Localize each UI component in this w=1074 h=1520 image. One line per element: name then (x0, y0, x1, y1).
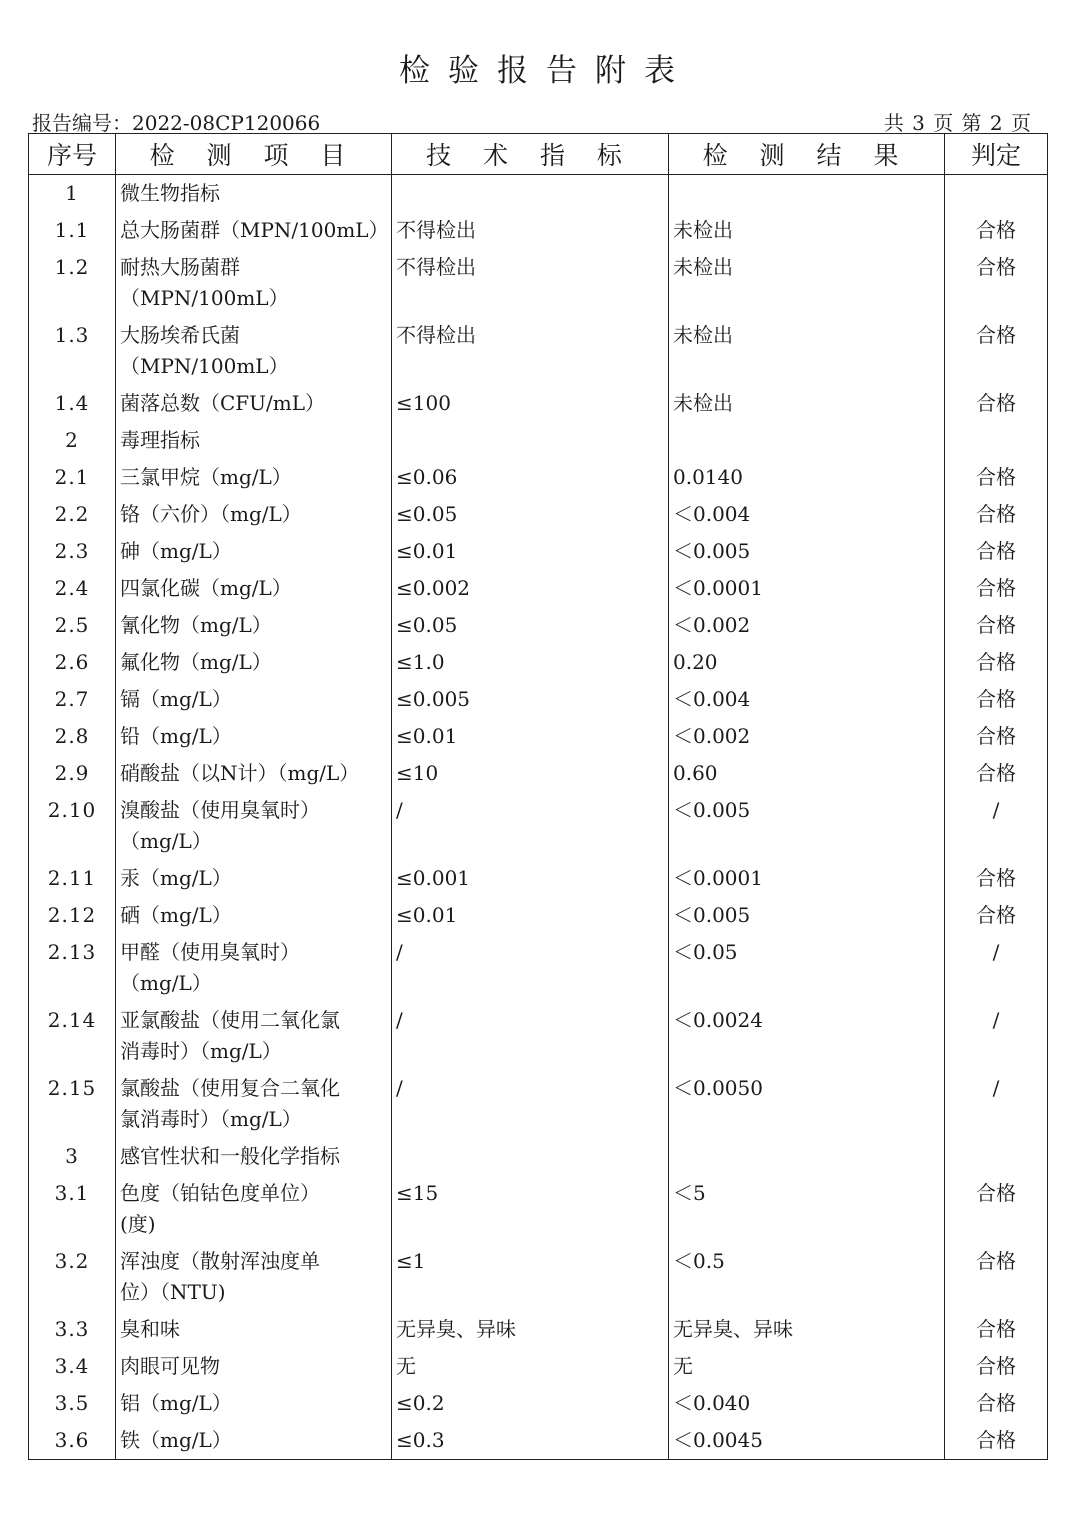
cell-test-result: 未检出 (669, 385, 945, 422)
cell-serial-no: 1.3 (29, 317, 116, 385)
cell-test-result: ＜0.5 (669, 1243, 945, 1311)
cell-judgement: / (945, 1002, 1048, 1070)
cell-test-result: 无 (669, 1348, 945, 1385)
cell-judgement: 合格 (945, 860, 1048, 897)
cell-test-result: ＜0.0024 (669, 1002, 945, 1070)
cell-serial-no: 2.10 (29, 792, 116, 860)
cell-test-result: ＜5 (669, 1175, 945, 1243)
cell-technical-spec: ≤1 (392, 1243, 669, 1311)
cell-test-result: 未检出 (669, 212, 945, 249)
cell-serial-no: 3.1 (29, 1175, 116, 1243)
table-row (29, 1348, 1048, 1385)
cell-judgement: 合格 (945, 1348, 1048, 1385)
header-serial-no: 序号 (29, 134, 116, 175)
cell-test-item: 硒（mg/L） (116, 897, 392, 934)
cell-test-item: 大肠埃希氏菌 （MPN/100mL） (116, 317, 392, 385)
inspection-table (28, 133, 1048, 1460)
cell-judgement (945, 1138, 1048, 1175)
header-test-result: 检 测 结 果 (669, 134, 945, 175)
cell-serial-no: 2.7 (29, 681, 116, 718)
cell-test-item: 感官性状和一般化学指标 (116, 1138, 392, 1175)
cell-test-result: 未检出 (669, 317, 945, 385)
header-judgement: 判定 (945, 134, 1048, 175)
table-row (29, 934, 1048, 1002)
cell-judgement: 合格 (945, 1422, 1048, 1460)
cell-judgement (945, 175, 1048, 213)
cell-serial-no: 1 (29, 175, 116, 213)
cell-technical-spec (392, 1138, 669, 1175)
cell-test-item: 亚氯酸盐（使用二氧化氯 消毒时）（mg/L） (116, 1002, 392, 1070)
cell-technical-spec: ≤10 (392, 755, 669, 792)
cell-technical-spec: ≤0.01 (392, 897, 669, 934)
cell-judgement: 合格 (945, 1243, 1048, 1311)
table-row (29, 1175, 1048, 1243)
table-row (29, 1070, 1048, 1138)
cell-test-item: 砷（mg/L） (116, 533, 392, 570)
cell-technical-spec: ≤0.06 (392, 459, 669, 496)
cell-serial-no: 2.5 (29, 607, 116, 644)
cell-judgement (945, 422, 1048, 459)
cell-technical-spec: ≤0.01 (392, 718, 669, 755)
table-row (29, 755, 1048, 792)
cell-test-result: ＜0.002 (669, 718, 945, 755)
cell-test-result: 0.20 (669, 644, 945, 681)
cell-test-item: 三氯甲烷（mg/L） (116, 459, 392, 496)
cell-test-item: 臭和味 (116, 1311, 392, 1348)
cell-technical-spec (392, 422, 669, 459)
cell-technical-spec: 不得检出 (392, 249, 669, 317)
cell-serial-no: 2.11 (29, 860, 116, 897)
cell-technical-spec (392, 175, 669, 213)
cell-judgement: 合格 (945, 1175, 1048, 1243)
cell-judgement: 合格 (945, 212, 1048, 249)
cell-test-item: 铝（mg/L） (116, 1385, 392, 1422)
cell-serial-no: 2.9 (29, 755, 116, 792)
table-row (29, 533, 1048, 570)
report-number: 报告编号：2022-08CP120066 (32, 111, 321, 135)
table-row (29, 385, 1048, 422)
table-row (29, 496, 1048, 533)
cell-judgement: 合格 (945, 533, 1048, 570)
cell-test-result: ＜0.0001 (669, 860, 945, 897)
cell-judgement: / (945, 934, 1048, 1002)
cell-test-item: 硝酸盐（以N计）（mg/L） (116, 755, 392, 792)
cell-test-result: ＜0.005 (669, 792, 945, 860)
cell-technical-spec: ≤0.3 (392, 1422, 669, 1460)
cell-serial-no: 2.3 (29, 533, 116, 570)
cell-technical-spec: ≤0.005 (392, 681, 669, 718)
header-test-item: 检 测 项 目 (116, 134, 392, 175)
cell-serial-no: 2.12 (29, 897, 116, 934)
cell-test-item: 微生物指标 (116, 175, 392, 213)
cell-test-result: ＜0.040 (669, 1385, 945, 1422)
cell-test-item: 氯酸盐（使用复合二氧化 氯消毒时）（mg/L） (116, 1070, 392, 1138)
cell-test-result (669, 422, 945, 459)
cell-test-item: 铬（六价）（mg/L） (116, 496, 392, 533)
cell-test-result: ＜0.005 (669, 897, 945, 934)
cell-technical-spec: ≤0.001 (392, 860, 669, 897)
cell-test-item: 浑浊度（散射浑浊度单 位）（NTU) (116, 1243, 392, 1311)
cell-test-result: 无异臭、异味 (669, 1311, 945, 1348)
cell-test-result: ＜0.005 (669, 533, 945, 570)
cell-technical-spec: ≤1.0 (392, 644, 669, 681)
page-title: 检验报告附表 (399, 53, 693, 89)
cell-serial-no: 3 (29, 1138, 116, 1175)
cell-judgement: 合格 (945, 570, 1048, 607)
cell-judgement: 合格 (945, 607, 1048, 644)
cell-test-item: 镉（mg/L） (116, 681, 392, 718)
cell-technical-spec: / (392, 1002, 669, 1070)
cell-judgement: 合格 (945, 317, 1048, 385)
table-row (29, 607, 1048, 644)
cell-serial-no: 2.1 (29, 459, 116, 496)
cell-test-item: 色度（铂钴色度单位） (度) (116, 1175, 392, 1243)
cell-test-result (669, 175, 945, 213)
cell-judgement: 合格 (945, 249, 1048, 317)
cell-test-result: ＜0.002 (669, 607, 945, 644)
cell-judgement: 合格 (945, 718, 1048, 755)
cell-technical-spec: 不得检出 (392, 317, 669, 385)
cell-technical-spec: 无 (392, 1348, 669, 1385)
cell-test-result: ＜0.004 (669, 496, 945, 533)
cell-judgement: / (945, 1070, 1048, 1138)
cell-technical-spec: 无异臭、异味 (392, 1311, 669, 1348)
table-row (29, 317, 1048, 385)
cell-test-item: 溴酸盐（使用臭氧时） （mg/L） (116, 792, 392, 860)
cell-test-result: 0.60 (669, 755, 945, 792)
cell-test-item: 耐热大肠菌群 （MPN/100mL） (116, 249, 392, 317)
cell-technical-spec: / (392, 934, 669, 1002)
cell-technical-spec: ≤0.05 (392, 496, 669, 533)
report-meta (32, 107, 1032, 135)
cell-judgement: 合格 (945, 755, 1048, 792)
table-row (29, 1002, 1048, 1070)
cell-serial-no: 1.2 (29, 249, 116, 317)
header-technical-spec: 技 术 指 标 (392, 134, 669, 175)
cell-serial-no: 2.6 (29, 644, 116, 681)
cell-test-result: ＜0.0050 (669, 1070, 945, 1138)
cell-test-item: 氟化物（mg/L） (116, 644, 392, 681)
cell-judgement: / (945, 792, 1048, 860)
table-row (29, 792, 1048, 860)
table-row (29, 212, 1048, 249)
cell-technical-spec: / (392, 1070, 669, 1138)
cell-judgement: 合格 (945, 385, 1048, 422)
table-row (29, 1385, 1048, 1422)
cell-technical-spec: ≤0.05 (392, 607, 669, 644)
cell-test-item: 毒理指标 (116, 422, 392, 459)
cell-serial-no: 2.15 (29, 1070, 116, 1138)
cell-test-result: ＜0.0001 (669, 570, 945, 607)
table-row (29, 1422, 1048, 1460)
cell-judgement: 合格 (945, 897, 1048, 934)
page-indicator: 共 3 页 第 2 页 (883, 111, 1032, 135)
table-row (29, 570, 1048, 607)
cell-serial-no: 2.13 (29, 934, 116, 1002)
cell-serial-no: 3.6 (29, 1422, 116, 1460)
table-row (29, 175, 1048, 213)
cell-test-item: 氰化物（mg/L） (116, 607, 392, 644)
cell-technical-spec: ≤0.2 (392, 1385, 669, 1422)
cell-judgement: 合格 (945, 681, 1048, 718)
table-row (29, 718, 1048, 755)
cell-test-item: 汞（mg/L） (116, 860, 392, 897)
cell-judgement: 合格 (945, 1311, 1048, 1348)
table-header-row (29, 134, 1048, 175)
cell-technical-spec: ≤100 (392, 385, 669, 422)
cell-test-result (669, 1138, 945, 1175)
table-row (29, 644, 1048, 681)
cell-serial-no: 2 (29, 422, 116, 459)
cell-technical-spec: ≤0.002 (392, 570, 669, 607)
cell-test-result: 0.0140 (669, 459, 945, 496)
cell-serial-no: 3.2 (29, 1243, 116, 1311)
cell-serial-no: 2.2 (29, 496, 116, 533)
cell-serial-no: 2.14 (29, 1002, 116, 1070)
cell-serial-no: 2.4 (29, 570, 116, 607)
cell-test-result: 未检出 (669, 249, 945, 317)
cell-test-result: ＜0.004 (669, 681, 945, 718)
cell-technical-spec: ≤15 (392, 1175, 669, 1243)
table-row (29, 897, 1048, 934)
cell-judgement: 合格 (945, 644, 1048, 681)
cell-test-item: 总大肠菌群（MPN/100mL） (116, 212, 392, 249)
table-row (29, 860, 1048, 897)
cell-test-item: 铅（mg/L） (116, 718, 392, 755)
table-row (29, 422, 1048, 459)
table-row (29, 1138, 1048, 1175)
cell-judgement: 合格 (945, 496, 1048, 533)
cell-test-item: 肉眼可见物 (116, 1348, 392, 1385)
cell-serial-no: 3.4 (29, 1348, 116, 1385)
cell-serial-no: 1.4 (29, 385, 116, 422)
cell-technical-spec: / (392, 792, 669, 860)
table-row (29, 1311, 1048, 1348)
cell-test-item: 甲醛（使用臭氧时） （mg/L） (116, 934, 392, 1002)
cell-test-result: ＜0.05 (669, 934, 945, 1002)
cell-test-result: ＜0.0045 (669, 1422, 945, 1460)
cell-serial-no: 2.8 (29, 718, 116, 755)
cell-serial-no: 1.1 (29, 212, 116, 249)
table-row (29, 249, 1048, 317)
cell-judgement: 合格 (945, 459, 1048, 496)
table-row (29, 459, 1048, 496)
cell-serial-no: 3.5 (29, 1385, 116, 1422)
table-row (29, 681, 1048, 718)
cell-test-item: 铁（mg/L） (116, 1422, 392, 1460)
cell-test-item: 菌落总数（CFU/mL） (116, 385, 392, 422)
cell-test-item: 四氯化碳（mg/L） (116, 570, 392, 607)
cell-serial-no: 3.3 (29, 1311, 116, 1348)
table-row (29, 1243, 1048, 1311)
cell-technical-spec: 不得检出 (392, 212, 669, 249)
cell-judgement: 合格 (945, 1385, 1048, 1422)
cell-technical-spec: ≤0.01 (392, 533, 669, 570)
